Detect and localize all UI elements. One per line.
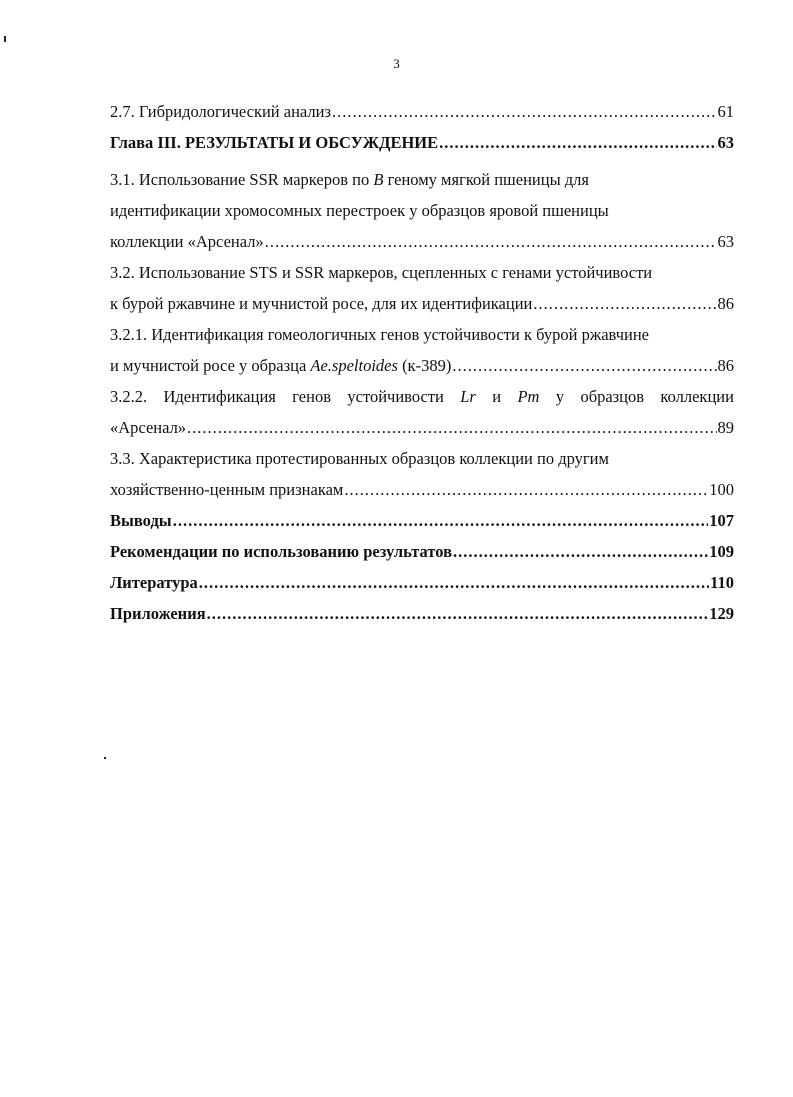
- dot-leader: [344, 474, 708, 505]
- toc-page-number: 129: [709, 604, 734, 623]
- dot-leader: [187, 412, 716, 443]
- toc-entry-title: Выводы: [110, 511, 172, 530]
- toc-page-number: 63: [717, 133, 734, 152]
- toc-entry-3-2-line1: [110, 257, 734, 288]
- toc-word: коллекции: [660, 387, 734, 406]
- toc-entry-text: 3.3. Характеристика протестированных образцов коллекции по другим: [110, 449, 609, 468]
- toc-appendices: [110, 598, 734, 629]
- page-number: 3: [393, 56, 400, 71]
- toc-entry-text: к бурой ржавчине и мучнистой росе, для их идентификации: [110, 294, 533, 313]
- toc-entry-text: 3.2.1. Идентификация гомеологичных генов устойчивости к бурой ржавчине: [110, 325, 650, 344]
- toc-entry-3-3-line1: [110, 443, 734, 474]
- toc-entry-title: Приложения: [110, 604, 206, 623]
- toc-entry-3-1-line1: [110, 164, 734, 195]
- dot-leader: [207, 598, 709, 629]
- toc-word: 3.2.2.: [110, 387, 148, 406]
- toc-entry-2-7: [110, 96, 734, 127]
- toc-entry-3-1-line2: [110, 195, 734, 226]
- toc-entry-title: Рекомендации по использованию результатов: [110, 542, 452, 561]
- toc-entry-text: идентификации хромосомных перестроек у образцов яровой пшеницы: [110, 201, 609, 220]
- toc-page-number: 107: [709, 511, 734, 530]
- dot-leader: [332, 96, 717, 127]
- toc-page-number: 61: [717, 102, 734, 121]
- toc-chapter-title: Глава III. РЕЗУЛЬТАТЫ И ОБСУЖДЕНИЕ: [110, 133, 439, 152]
- toc-page-number: 63: [717, 232, 734, 251]
- toc-word: у: [555, 387, 565, 406]
- dot-leader: [439, 127, 716, 158]
- toc-entry-title: 2.7. Гибридологический анализ: [110, 102, 331, 121]
- dot-leader: [173, 505, 709, 536]
- toc-recommendations: [110, 536, 734, 567]
- toc-entry-text: 3.1. Использование SSR маркеров по B геному мягкой пшеницы для: [110, 170, 589, 189]
- toc-word: и: [492, 387, 502, 406]
- toc-page-number: 86: [717, 356, 734, 375]
- toc-word: генов: [292, 387, 331, 406]
- toc-word: Pm: [517, 387, 540, 406]
- toc-entry-3-2-1-line1: [110, 319, 734, 350]
- toc-word: Идентификация: [163, 387, 276, 406]
- toc-entry-text: и мучнистой росе у образца Ae.speltoides (к-389): [110, 356, 452, 375]
- toc-entry-3-2-2-line1: [110, 381, 734, 412]
- toc-page-number: 89: [717, 418, 734, 437]
- toc-page-number: 109: [709, 542, 734, 561]
- dot-leader: [265, 226, 717, 257]
- toc-entry-3-2-1-line2: [110, 350, 734, 381]
- toc-word: устойчивости: [347, 387, 444, 406]
- dot-leader: [453, 536, 708, 567]
- toc-word: Lr: [460, 387, 476, 406]
- toc-entry-text: «Арсенал»: [110, 418, 187, 437]
- toc-entry-title: Литература: [110, 573, 198, 592]
- table-of-contents: [110, 96, 734, 629]
- toc-entry-text: 3.2. Использование STS и SSR маркеров, сцепленных с генами устойчивости: [110, 263, 653, 282]
- scan-mark: [4, 36, 6, 42]
- toc-page-number: 100: [709, 480, 734, 499]
- toc-entry-text: хозяйственно-ценным признакам: [110, 480, 344, 499]
- scan-dot: [104, 757, 106, 759]
- toc-conclusions: [110, 505, 734, 536]
- toc-entry-3-2-2-line2: [110, 412, 734, 443]
- dot-leader: [533, 288, 716, 319]
- toc-entry-3-1-line3: [110, 226, 734, 257]
- toc-entry-3-3-line2: [110, 474, 734, 505]
- toc-literature: [110, 567, 734, 598]
- toc-word: образцов: [580, 387, 645, 406]
- toc-chapter-3: [110, 127, 734, 158]
- toc-page-number: 110: [710, 573, 734, 592]
- dot-leader: [452, 350, 716, 381]
- dot-leader: [199, 567, 709, 598]
- toc-entry-3-2-line2: [110, 288, 734, 319]
- toc-page-number: 86: [717, 294, 734, 313]
- toc-entry-text: коллекции «Арсенал»: [110, 232, 264, 251]
